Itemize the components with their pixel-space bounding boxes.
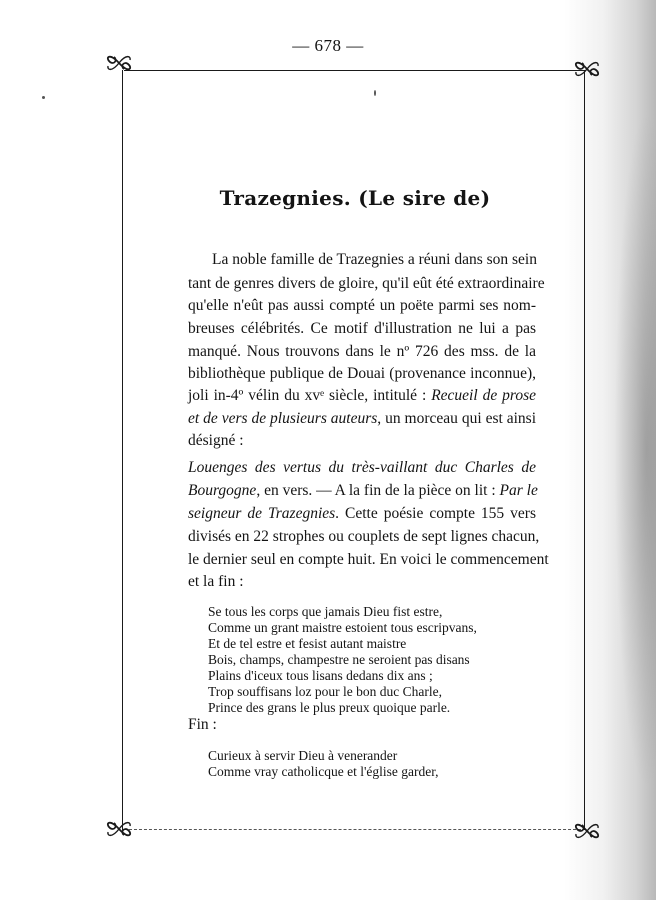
text-line: breuses célébrités. Ce motif d'illustration ne lui a pas bbox=[188, 320, 536, 337]
text-line: et la fin : bbox=[188, 573, 244, 590]
verse-line: Bois, champs, champestre ne seroient pas disans bbox=[208, 652, 470, 667]
verse-line: Comme un grant maistre estoient tous escripvans, bbox=[208, 620, 477, 635]
text-line bbox=[188, 458, 536, 478]
text-line bbox=[188, 504, 536, 524]
page-number: — 678 — bbox=[292, 36, 364, 55]
verse-line: Curieux à servir Dieu à venerander bbox=[208, 748, 398, 763]
italic-title-run: Louenges des vertus du très-vaillant duc Charles de bbox=[188, 459, 536, 476]
italic-title-run: seigneur de Trazegnies bbox=[188, 505, 336, 522]
text-line: tant de genres divers de gloire, qu'il eût été extraordinaire bbox=[188, 275, 545, 292]
corner-ornament-icon bbox=[572, 818, 602, 844]
text-run: , en vers. — A la fin de la pièce on lit : bbox=[256, 482, 500, 499]
verse-line: Se tous les corps que jamais Dieu fist estre, bbox=[208, 604, 443, 619]
italic-title-run: et de vers de plusieurs auteurs bbox=[188, 410, 378, 427]
frame-top-rule bbox=[124, 70, 586, 71]
italic-title-run: Par le bbox=[499, 482, 538, 499]
text-line: manqué. Nous trouvons dans le nº 726 des mss. de la bbox=[188, 343, 536, 360]
text-run: , un morceau qui est ainsi bbox=[377, 410, 537, 427]
text-line: qu'elle n'eût pas aussi compté un poëte parmi ses nom- bbox=[188, 297, 536, 314]
corner-ornament-icon bbox=[104, 816, 134, 842]
verse-line: Plains d'iceux tous lisans dedans dix ans ; bbox=[208, 668, 433, 683]
text-line: divisés en 22 strophes ou couplets de sept lignes chacun, bbox=[188, 528, 540, 545]
italic-title-run: Recueil de prose bbox=[431, 387, 537, 404]
text-run: . Cette poésie compte 155 vers bbox=[335, 505, 536, 522]
frame-bottom-rule bbox=[124, 829, 586, 830]
corner-ornament-icon bbox=[572, 56, 602, 82]
text-line: La noble famille de Trazegnies a réuni dans son sein bbox=[212, 251, 537, 268]
frame-left-rule bbox=[122, 70, 123, 830]
verse-line: Comme vray catholicque et l'église garder, bbox=[208, 764, 439, 779]
verse-line: Trop souffisans loz pour le bon duc Charle, bbox=[208, 684, 442, 699]
text-line: désigné : bbox=[188, 432, 244, 449]
text-run: joli in-4º vélin du xvᵉ siècle, intitulé : bbox=[188, 387, 432, 404]
verse-line: Et de tel estre et fesist autant maistre bbox=[208, 636, 407, 651]
paper-speck bbox=[374, 90, 376, 96]
text-line bbox=[188, 386, 536, 406]
text-line: bibliothèque publique de Douai (provenance inconnue), bbox=[188, 365, 536, 382]
fin-label: Fin : bbox=[188, 716, 217, 733]
text-line bbox=[188, 481, 536, 501]
text-line: le dernier seul en compte huit. En voici le commencement bbox=[188, 551, 549, 568]
verse-line: Prince des grans le plus preux quoique parle. bbox=[208, 700, 451, 715]
paper-speck bbox=[42, 96, 45, 99]
text-line bbox=[188, 409, 536, 429]
italic-title-run: Bourgogne bbox=[188, 482, 257, 499]
frame-right-rule bbox=[584, 70, 585, 830]
corner-ornament-icon bbox=[104, 50, 134, 76]
section-heading: Trazegnies. (Le sire de) bbox=[219, 186, 491, 210]
